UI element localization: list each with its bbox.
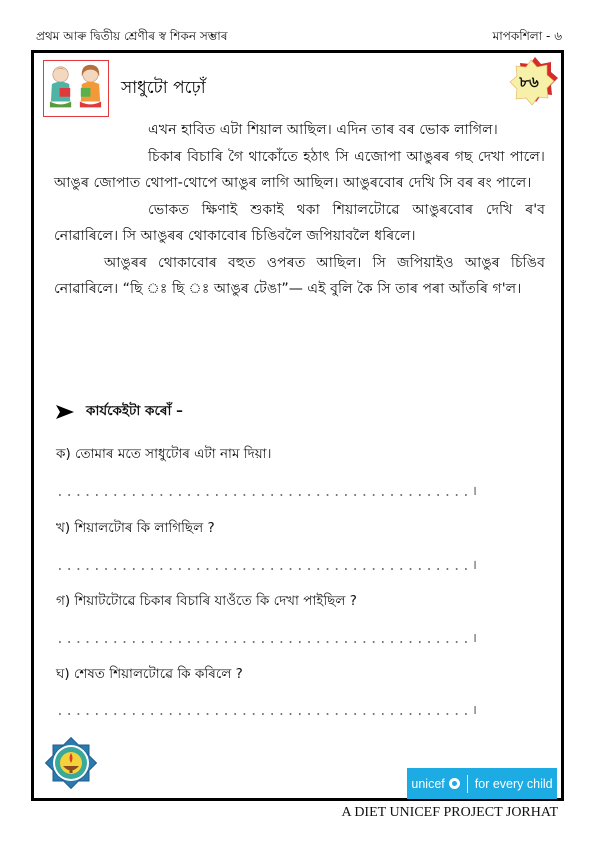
story-paragraph: আঙুৰৰ থোকাবোৰ বহুত ওপৰত আছিল। সি জপিয়াইও আঙুৰ চিঙিব নোৱাৰিলে। “ছি ঃ ছি ঃ আঙুৰ টেঙা”— এই বুলি কৈ সি তাৰ পৰা আঁতৰি গ'ল। xyxy=(54,254,545,297)
answer-field-4[interactable] xyxy=(56,704,472,718)
answer-end-mark: । xyxy=(472,484,477,499)
answer-field-3[interactable] xyxy=(56,632,472,646)
unicef-globe-icon xyxy=(449,778,460,789)
answer-end-mark: । xyxy=(472,631,477,646)
unicef-tagline: for every child xyxy=(474,776,553,791)
book-title: প্ৰথম আৰু দ্বিতীয় শ্ৰেণীৰ স্ব শিকন সম্ভাৰ xyxy=(36,29,228,43)
story-paragraph: চিকাৰ বিচাৰি গৈ থাকোঁতে হঠাৎ সি এজোপা আঙুৰৰ গছ দেখা পালে। আঙুৰ জোপাত থোপা-থোপে আঙুৰ লাগি আছিল। আঙুৰবোৰ দেখি সি বৰ ৰং পালে। xyxy=(54,148,545,191)
lesson-title: সাধুটো পঢ়োঁ xyxy=(121,78,206,98)
arrow-right-icon xyxy=(56,405,74,419)
answer-end-mark: । xyxy=(472,703,477,718)
children-reading-illustration xyxy=(43,60,109,117)
worksheet-label: মাপকশিলা - ৬ xyxy=(492,29,562,43)
question-2: খ) শিয়ালটোৰ কি লাগিছিল ? xyxy=(56,520,215,536)
question-1: ক) তোমাৰ মতে সাধুটোৰ এটা নাম দিয়া। xyxy=(56,446,272,462)
page-header xyxy=(36,28,562,48)
unicef-wordmark: unicef xyxy=(411,776,445,791)
children-reading-icon xyxy=(44,61,108,116)
tasks-heading-label: কাৰ্যকেইটা কৰোঁ – xyxy=(86,403,183,419)
page-number-badge xyxy=(505,55,559,109)
worksheet-frame xyxy=(31,50,564,801)
unicef-separator xyxy=(467,775,468,793)
story-paragraph: এখন হাবিত এটা শিয়াল আছিল। এদিন তাৰ বৰ ভোক লাগিল। xyxy=(148,122,498,138)
story-text xyxy=(54,117,545,303)
question-3: গ) শিয়াটটোৱে চিকাৰ বিচাৰি যাওঁতে কি দেখা পাইছিল ? xyxy=(56,593,357,609)
diet-emblem-icon xyxy=(43,735,99,791)
unicef-banner xyxy=(407,768,557,799)
tasks-heading xyxy=(56,400,183,423)
answer-field-2[interactable] xyxy=(56,559,472,573)
question-4: ঘ) শেষত শিয়ালটোৱে কি কৰিলে ? xyxy=(56,666,243,682)
footer-credit: A DIET UNICEF PROJECT JORHAT xyxy=(341,805,558,820)
page-number: ৮৬ xyxy=(519,73,539,91)
diet-logo xyxy=(43,735,99,791)
answer-end-mark: । xyxy=(472,558,477,573)
answer-field-1[interactable] xyxy=(56,485,472,499)
story-paragraph: ভোকত ক্ষিণাই শুকাই থকা শিয়ালটোৱে আঙুৰবোৰ দেখি ৰ'ব নোৱাৰিলে। সি আঙুৰৰ থোকাবোৰ চিঙিবলৈ জপিয়াবলৈ ধৰিলে। xyxy=(54,201,545,244)
